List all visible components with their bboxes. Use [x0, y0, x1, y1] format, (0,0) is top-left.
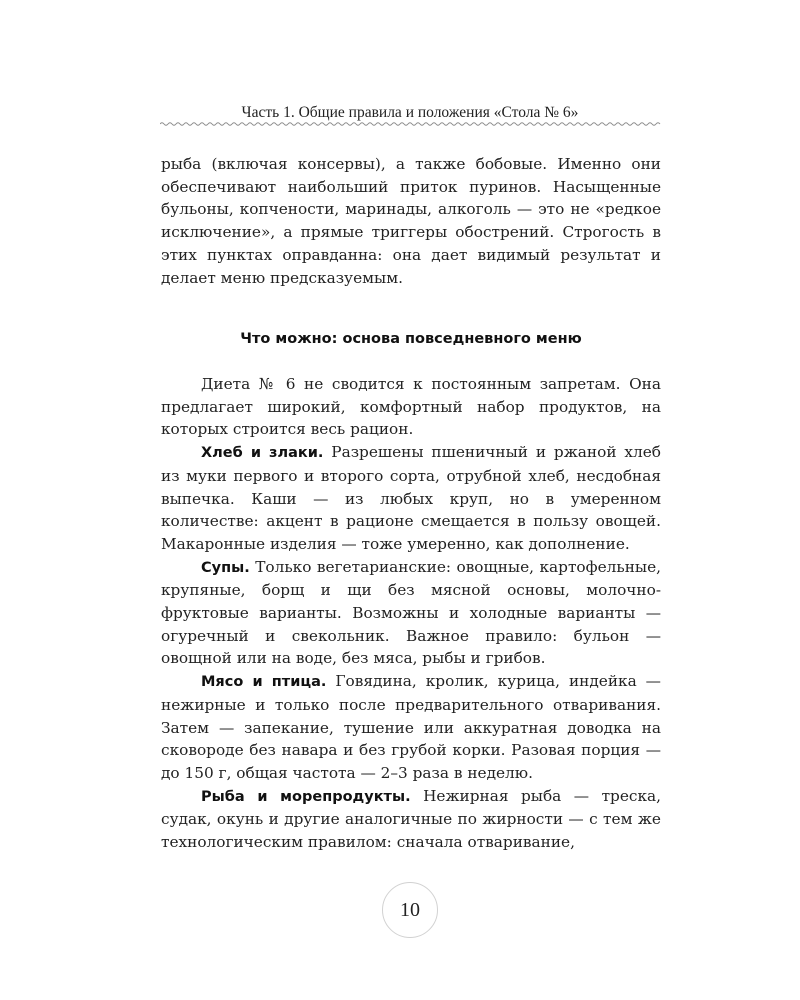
- text-soups: Только вегетарианские: овощные, картофельные, крупяные, борщ и щи без мясной основы, молочно-фруктовые варианты. Возможны и холодные варианты — огуречный и свекольник. Важное правило: бульон — овощной или на воде, без мяса, рыбы и грибов.: [161, 557, 661, 668]
- term-meat: Мясо и птица.: [201, 674, 327, 691]
- text-meat: Говядина, кролик, курица, индейка — нежирные и только после предварительного отваривания. Затем — запекание, тушение или аккуратная доводка на сковороде без навара и без грубой корки. Разовая порция — до 150 г, общая частота — 2–3 раза в неделю.: [161, 672, 661, 782]
- main-text-block: [161, 373, 661, 854]
- page-number-badge: [382, 882, 438, 938]
- term-fish: Рыба и морепродукты.: [201, 788, 411, 805]
- intro-paragraph: рыба (включая консервы), а также бобовые. Именно они обеспечивают наибольший приток пуринов. Насыщенные бульоны, копчености, маринады, алкоголь — это не «редкое исключение», а прямые триггеры обострений. Строгость в этих пунктах оправданна: она дает видимый результат и делает меню предсказуемым.: [161, 155, 661, 287]
- running-head: Часть 1. Общие правила и положения «Стола № 6»: [241, 104, 579, 121]
- text-bread: Разрешены пшеничный и ржаной хлеб из муки первого и второго сорта, отрубной хлеб, несдобная выпечка. Каши — из любых круп, но в умеренном количестве: акцент в рационе смещается в пользу овощей. Макаронные изделия — тоже умеренно, как дополнение.: [161, 443, 661, 553]
- lead-paragraph: Диета № 6 не сводится к постоянным запретам. Она предлагает широкий, комфортный набор продуктов, на которых строится весь рацион.: [161, 375, 661, 439]
- text-fish: Нежирная рыба — треска, судак, окунь и другие аналогичные по жирности — с тем же технологическим правилом: сначала отваривание,: [161, 786, 661, 852]
- term-bread: Хлеб и злаки.: [201, 445, 324, 462]
- paragraph-fish: [161, 785, 661, 854]
- paragraph-meat: [161, 670, 661, 785]
- paragraph-bread: [161, 441, 661, 556]
- term-soups: Супы.: [201, 559, 250, 576]
- paragraph-soups: [161, 556, 661, 671]
- wavy-divider: [160, 121, 662, 127]
- page-number: 10: [400, 898, 420, 921]
- section-heading: Что можно: основа повседневного меню: [240, 331, 582, 347]
- intro-text-block: [161, 153, 661, 289]
